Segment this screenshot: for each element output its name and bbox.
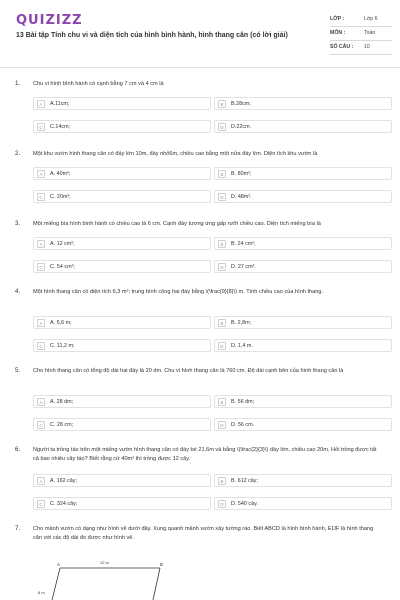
- question-1-option-b[interactable]: [214, 97, 392, 110]
- option-letter: C: [37, 123, 45, 131]
- question-2-option-a[interactable]: [33, 167, 211, 180]
- question-text: Cho hình thang cân có tổng độ dài hai đáy là 20 dm. Chu vi hình thang cân là 760 cm. Độ dài cạnh bên của hình thang cân là: [33, 368, 344, 374]
- option-text: D. 540 cây.: [231, 501, 258, 507]
- question-5-option-c[interactable]: [33, 418, 211, 431]
- option-letter: B: [218, 100, 226, 108]
- question-2-option-b[interactable]: [214, 167, 392, 180]
- question-6-option-d[interactable]: [214, 497, 392, 510]
- option-text: B.28cm;: [231, 101, 251, 107]
- question-text: Cho mảnh vườn có dạng như hình vẽ dưới đây. Xung quanh mảnh vườn xây tường rào. Biết ABCD là hình bình hành, EIJF là hình thang cân với các độ dài đo được như hình vẽ.: [33, 526, 374, 541]
- question-2-option-c[interactable]: [33, 190, 211, 203]
- question-number: 1.: [15, 80, 21, 87]
- meta-question-count-value: 10: [364, 44, 370, 50]
- option-text: D. 56 cm.: [231, 422, 255, 428]
- question-3-option-d[interactable]: [214, 260, 392, 273]
- edge-bc: [153, 568, 160, 600]
- quizizz-logo: QUIZIZZ: [16, 13, 83, 28]
- option-letter: B: [218, 398, 226, 406]
- question-number: 6.: [15, 446, 21, 453]
- meta-class-label: LỚP :: [330, 16, 345, 22]
- option-text: B. 24 cm²;: [231, 241, 256, 247]
- option-text: A. 40m²;: [50, 171, 71, 177]
- garden-figure: [30, 558, 200, 600]
- option-letter: D: [218, 342, 226, 350]
- question-6-option-c[interactable]: [33, 497, 211, 510]
- option-letter: A: [37, 398, 45, 406]
- option-text: A. 12 cm²;: [50, 241, 75, 247]
- question-3-option-c[interactable]: [33, 260, 211, 273]
- option-text: C. 28 cm;: [50, 422, 74, 428]
- option-text: C.14cm;: [50, 124, 71, 130]
- option-text: C. 11,2 m;: [50, 343, 75, 349]
- meta-subject: [330, 27, 392, 41]
- option-letter: C: [37, 263, 45, 271]
- meta-question-count-label: SỐ CÂU :: [330, 44, 354, 50]
- question-number: 7.: [15, 525, 21, 532]
- question-text: Chu vi hình bình hành có cạnh bằng 7 cm và 4 cm là: [33, 81, 164, 87]
- option-letter: A: [37, 477, 45, 485]
- option-text: B. 56 dm;: [231, 399, 255, 405]
- label-side-length: 8 m: [38, 590, 45, 595]
- option-text: C. 324 cây;: [50, 501, 78, 507]
- option-letter: A: [37, 100, 45, 108]
- question-4-option-b[interactable]: [214, 316, 392, 329]
- question-5-option-b[interactable]: [214, 395, 392, 408]
- worksheet-title: 13 Bài tập Tính chu vi và diện tích của hình bình hành, hình thang cân (có lời giải): [16, 32, 288, 39]
- question-5-option-a[interactable]: [33, 395, 211, 408]
- question-text: Người ta trồng táo trên một miếng vườn hình thang cân có đáy bé 21,6m và bằng \(\frac{2}{3}\) đáy lớn, chiều cao 20m. Hỏi trồng được tất cả bao nhiêu cây táo? Biết rằng cứ 40m² thì trồng được 12 cây.: [33, 447, 377, 462]
- meta-subject-label: MÔN :: [330, 30, 346, 36]
- option-letter: A: [37, 319, 45, 327]
- option-text: B. 612 cây;: [231, 478, 258, 484]
- question-text: Một miếng bìa hình bình hành có chiều cao là 6 cm. Cạnh đáy tương ứng gấp rưỡi chiều cao. Diện tích miếng bìa là: [33, 221, 321, 227]
- option-letter: A: [37, 240, 45, 248]
- question-6-option-a[interactable]: [33, 474, 211, 487]
- option-letter: C: [37, 421, 45, 429]
- option-letter: C: [37, 500, 45, 508]
- worksheet-header: [0, 0, 400, 68]
- option-letter: A: [37, 170, 45, 178]
- question-number: 3.: [15, 220, 21, 227]
- option-letter: D: [218, 421, 226, 429]
- worksheet-meta: [330, 13, 392, 55]
- option-text: B. 80m²;: [231, 171, 252, 177]
- question-4-option-c[interactable]: [33, 339, 211, 352]
- option-text: D. 1,4 m.: [231, 343, 253, 349]
- option-letter: B: [218, 170, 226, 178]
- option-text: A.11cm;: [50, 101, 70, 107]
- label-a: A: [57, 562, 61, 567]
- option-letter: C: [37, 193, 45, 201]
- question-number: 4.: [15, 288, 21, 295]
- option-letter: C: [37, 342, 45, 350]
- question-2-option-d[interactable]: [214, 190, 392, 203]
- question-5-option-d[interactable]: [214, 418, 392, 431]
- option-text: B. 2,8m;: [231, 320, 252, 326]
- option-letter: D: [218, 123, 226, 131]
- option-letter: D: [218, 193, 226, 201]
- option-letter: B: [218, 240, 226, 248]
- option-text: C. 54 cm²;: [50, 264, 75, 270]
- meta-subject-value: Toán: [364, 30, 376, 36]
- question-1-option-d[interactable]: [214, 120, 392, 133]
- question-1-option-a[interactable]: [33, 97, 211, 110]
- option-letter: D: [218, 500, 226, 508]
- question-1-option-c[interactable]: [33, 120, 211, 133]
- question-number: 2.: [15, 150, 21, 157]
- option-letter: B: [218, 477, 226, 485]
- option-text: A. 5,6 m;: [50, 320, 72, 326]
- label-top-length: 12 m: [100, 560, 109, 565]
- meta-question-count: [330, 41, 392, 55]
- option-text: D.22cm.: [231, 124, 252, 130]
- question-3-option-a[interactable]: [33, 237, 211, 250]
- meta-class: [330, 13, 392, 27]
- option-text: C. 20m²;: [50, 194, 71, 200]
- question-4-option-a[interactable]: [33, 316, 211, 329]
- question-4-option-d[interactable]: [214, 339, 392, 352]
- option-text: D. 48m².: [231, 194, 252, 200]
- option-text: A. 162 cây;: [50, 478, 77, 484]
- option-text: A. 28 dm;: [50, 399, 74, 405]
- question-number: 5.: [15, 367, 21, 374]
- option-letter: D: [218, 263, 226, 271]
- label-b: B: [160, 562, 164, 567]
- edge-ad: [52, 568, 60, 600]
- question-text: Một khu vườn hình thang cân có đáy lớn 10m, đáy nhỏ6m, chiều cao bằng một nửa đáy lớn. Diện tích khu vườn là: [33, 151, 318, 157]
- option-text: D. 27 cm².: [231, 264, 256, 270]
- question-6-option-b[interactable]: [214, 474, 392, 487]
- option-letter: B: [218, 319, 226, 327]
- meta-class-value: Lớp 6: [364, 16, 378, 22]
- question-3-option-b[interactable]: [214, 237, 392, 250]
- question-text: Một hình thang cân có diện tích 6,3 m²; trung bình cộng hai đáy bằng \(\frac{9}{8}\) m. Tính chiều cao của hình thang.: [33, 289, 324, 295]
